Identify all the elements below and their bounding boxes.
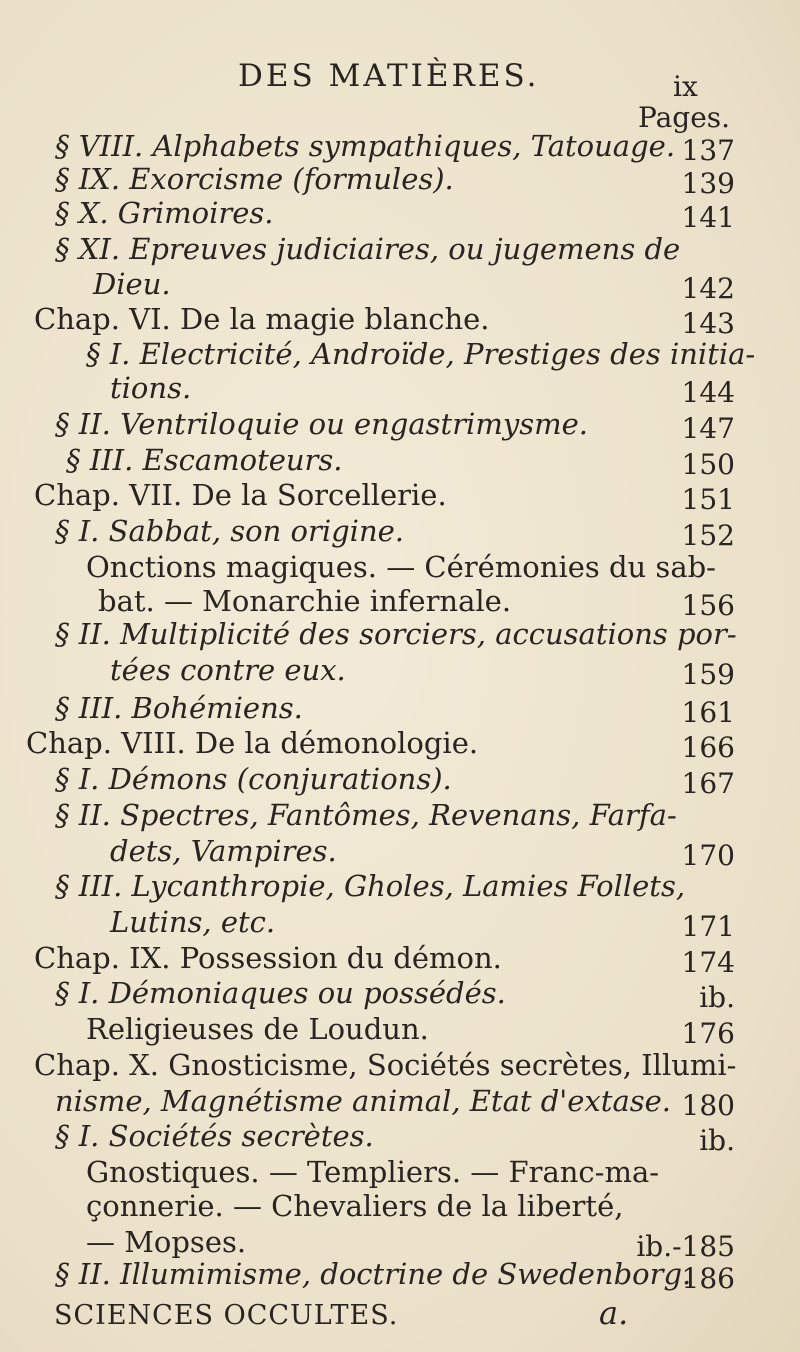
toc-entry-title: § II. Ventriloquie ou engastrimysme. — [55, 407, 588, 441]
toc-entry — [55, 129, 676, 163]
toc-page-number: ib. — [699, 981, 735, 1014]
toc-page-number: 152 — [681, 519, 735, 552]
toc-entry-title: § I. Démons (conjurations). — [55, 762, 452, 796]
toc-entry-title: § I. Electricité, Androïde, Prestiges des initia- — [86, 337, 756, 371]
toc-entry — [55, 1257, 692, 1291]
toc-entry — [110, 371, 192, 405]
toc-page-number: 171 — [681, 910, 735, 943]
toc-entry — [55, 617, 737, 651]
toc-page-number: 174 — [681, 946, 735, 979]
toc-entry-title: tées contre eux. — [110, 653, 346, 687]
toc-entry — [86, 337, 756, 371]
toc-entry-title: § XI. Epreuves judiciaires, ou jugemens de — [55, 232, 681, 266]
toc-entry — [55, 762, 452, 796]
toc-entry-title: § I. Sabbat, son origine. — [55, 514, 405, 548]
toc-entry — [34, 1048, 737, 1082]
toc-entry — [66, 443, 343, 477]
toc-entry-title: § III. Lycanthropie, Gholes, Lamies Follets, — [55, 869, 686, 903]
toc-page-number: 166 — [681, 731, 735, 764]
toc-entry — [110, 653, 346, 687]
toc-entry — [110, 834, 337, 868]
toc-entry-title: Chap. X. Gnosticisme, Sociétés secrètes, Illumi- — [34, 1048, 737, 1082]
toc-entry — [55, 1119, 374, 1153]
toc-page-number: 170 — [681, 839, 735, 872]
toc-page-number: 144 — [681, 376, 735, 409]
toc-entry-title: § II. Multiplicité des sorciers, accusations por- — [55, 617, 737, 651]
signature-mark: a. — [599, 1294, 629, 1332]
toc-entry — [34, 478, 447, 512]
toc-entry-title: § II. Illumimisme, doctrine de Swedenborg. — [55, 1257, 692, 1291]
toc-page-number: 156 — [681, 589, 735, 622]
toc-entry-title: bat. — Monarchie infernale. — [98, 584, 512, 618]
toc-entry — [86, 1225, 247, 1259]
toc-entry-title: Chap. VII. De la Sorcellerie. — [34, 478, 447, 512]
toc-entry — [110, 905, 276, 939]
toc-entry-title: dets, Vampires. — [110, 834, 337, 868]
toc-entry — [26, 726, 479, 760]
toc-entry — [55, 976, 506, 1010]
toc-entry-title: — Mopses. — [86, 1225, 247, 1259]
toc-entry-title: § IX. Exorcisme (formules). — [55, 162, 454, 196]
toc-entry-title: § III. Bohémiens. — [55, 691, 303, 725]
signature-text: SCIENCES OCCULTES. — [54, 1300, 399, 1331]
toc-entry — [34, 941, 502, 975]
toc-page-number: 161 — [681, 696, 735, 729]
toc-entry — [86, 1155, 660, 1189]
toc-entry — [55, 1084, 671, 1118]
toc-page-number: 143 — [681, 307, 735, 340]
toc-page-number: 151 — [681, 483, 735, 516]
toc-entry — [55, 407, 588, 441]
toc-entry — [55, 869, 686, 903]
toc-entry — [86, 550, 716, 584]
toc-entry-title: Dieu. — [93, 267, 171, 301]
toc-entry-title: Gnostiques. — Templiers. — Franc-ma- — [86, 1155, 660, 1189]
toc-entry — [55, 232, 681, 266]
toc-entry-title: § I. Sociétés secrètes. — [55, 1119, 374, 1153]
toc-entry-title: § II. Spectres, Fantômes, Revenans, Farfa- — [55, 798, 677, 832]
toc-entry-title: Religieuses de Loudun. — [86, 1012, 429, 1046]
toc-entry — [34, 302, 490, 336]
toc-entry-title: tions. — [110, 371, 192, 405]
toc-page-number: 142 — [681, 272, 735, 305]
toc-entry-title: çonnerie. — Chevaliers de la liberté, — [86, 1189, 624, 1223]
toc-page-number: 137 — [681, 134, 735, 167]
toc-entry-title: Chap. IX. Possession du démon. — [34, 941, 502, 975]
toc-entry-title: § I. Démoniaques ou possédés. — [55, 976, 506, 1010]
toc-entry — [55, 691, 303, 725]
pages-column-label: Pages. — [638, 101, 731, 134]
toc-entry — [55, 798, 677, 832]
toc-page-number: 147 — [681, 412, 735, 445]
toc-entry — [55, 514, 405, 548]
toc-page-number: 176 — [681, 1017, 735, 1050]
running-title: DES MATIÈRES. — [238, 58, 540, 94]
toc-entry-title: § VIII. Alphabets sympathiques, Tatouage. — [55, 129, 676, 163]
toc-entry — [86, 1189, 624, 1223]
toc-entry — [86, 1012, 429, 1046]
toc-page-number: 141 — [681, 201, 735, 234]
toc-page-number: 159 — [681, 658, 735, 691]
toc-page-number: 180 — [681, 1089, 735, 1122]
toc-entry — [93, 267, 171, 301]
toc-entry — [55, 196, 274, 230]
toc-page-number: ib. — [699, 1124, 735, 1157]
toc-page-number: 167 — [681, 767, 735, 800]
toc-entry-title: § X. Grimoires. — [55, 196, 274, 230]
toc-entry-title: § III. Escamoteurs. — [66, 443, 343, 477]
toc-entry-title: nisme, Magnétisme animal, Etat d'extase. — [55, 1084, 671, 1118]
toc-entry — [98, 584, 512, 618]
toc-page-number: 186 — [681, 1262, 735, 1295]
toc-page-number: ib.-185 — [636, 1230, 735, 1263]
toc-entry-title: Onctions magiques. — Cérémonies du sab- — [86, 550, 716, 584]
toc-entry-title: Chap. VI. De la magie blanche. — [34, 302, 490, 336]
toc-page-number: 139 — [681, 167, 735, 200]
toc-entry — [55, 162, 454, 196]
toc-entry-title: Chap. VIII. De la démonologie. — [26, 726, 479, 760]
toc-entry-title: Lutins, etc. — [110, 905, 276, 939]
folio-number: ix — [673, 70, 698, 103]
toc-page-number: 150 — [681, 448, 735, 481]
